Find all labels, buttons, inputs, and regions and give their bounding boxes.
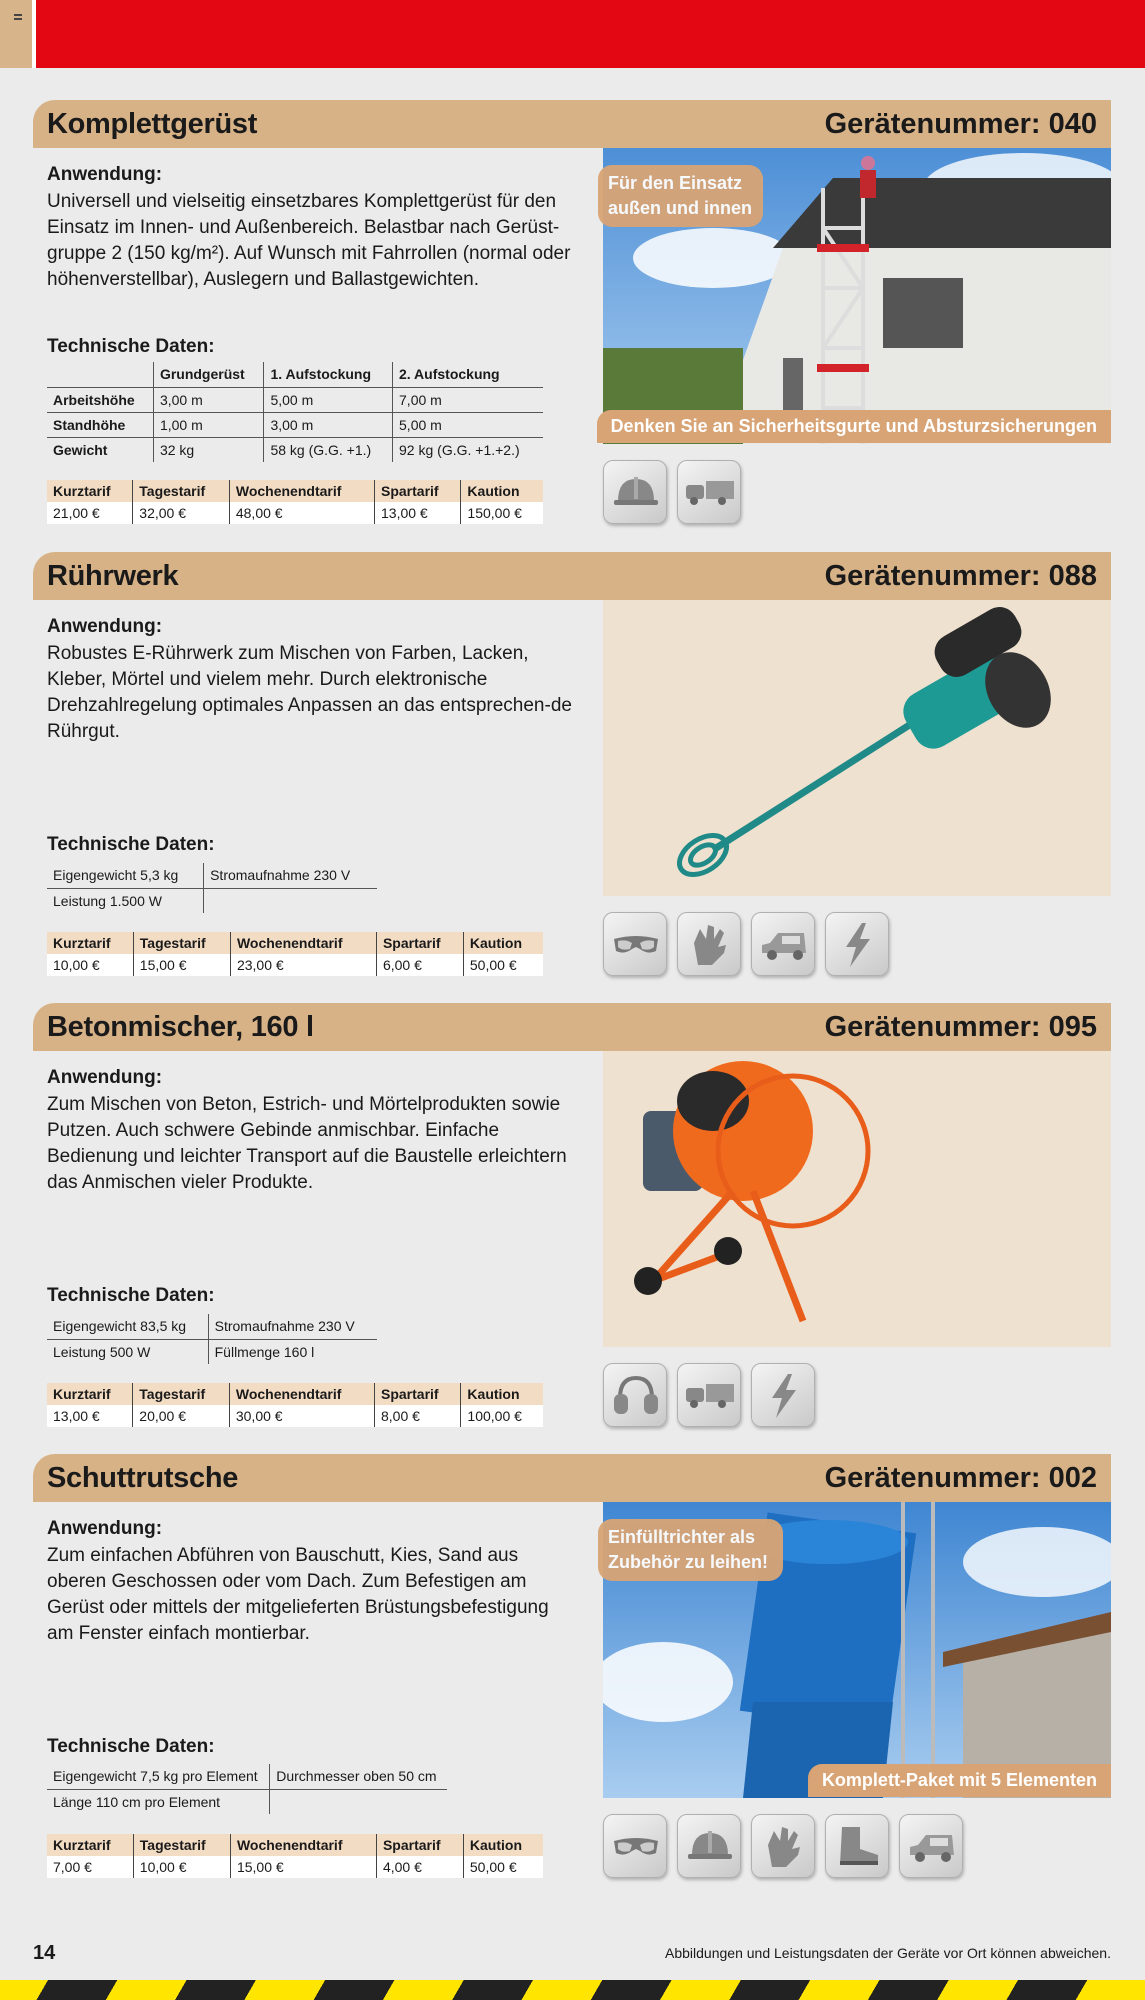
specs-table [47,1314,377,1364]
tariff-value: 100,00 € [461,1405,543,1427]
spec-cell: Leistung 1.500 W [53,892,162,909]
table-row [47,1339,377,1364]
tariff-header: Spartarif [376,932,463,954]
product-title: Komplettgerüst [47,108,258,140]
spec-cell: Leistung 500 W [53,1343,151,1360]
tariff-header: Tagestarif [133,1834,230,1856]
technische-daten-label: Technische Daten: [47,1736,215,1757]
spec-cell: Gewicht [53,441,108,458]
tariff-header: Spartarif [375,1383,461,1405]
anwendung-text: Zum einfachen Abführen von Bauschutt, Kies, Sand aus oberen Geschossen oder vom Dach. Zum Befestigen am Gerüst oder mittels der mitgelieferten Brüstungsbefestigung am Fenster einfach montierbar. [47,1545,549,1644]
tariff-value: 6,00 € [376,954,463,976]
tariff-value: 10,00 € [47,954,133,976]
tariff-value: 15,00 € [230,1856,376,1878]
tariff-table [47,1383,543,1427]
spec-cell: 92 kg (G.G. +1.+2.) [393,437,543,462]
lightning-icon [751,1363,815,1427]
tariff-header: Spartarif [376,1834,463,1856]
table-row [47,863,377,888]
tariff-header: Kaution [461,1383,543,1405]
specs-table [47,1764,447,1814]
table-row [47,387,543,412]
tariff-value: 13,00 € [375,502,461,524]
helmet-icon [603,460,667,524]
anwendung-text: Universell und vielseitig einsetzbares Komplettgerüst für den Einsatz im Innen- und Außenbereich. Belastbar nach Gerüst-gruppe 2 (150 kg/m²). Auf Wunsch mit Fahrrollen (normal oder höhenverstellbar), Auslegern und Ballastgewichten. [47,191,571,290]
spec-cell: Stromaufnahme 230 V [204,863,377,888]
anwendung-text: Robustes E-Rührwerk zum Mischen von Farben, Lacken, Kleber, Mörtel und vielem mehr. Durch elektronische Drehzahlregelung optimales Anpassen an das entsprechen-de Rührgut. [47,643,572,742]
glove-icon [751,1814,815,1878]
tariff-value: 13,00 € [47,1405,133,1427]
tariff-header: Wochenendtarif [229,1383,374,1405]
table-row [47,412,543,437]
product-title: Betonmischer, 160 l [47,1011,314,1043]
spec-cell: Länge 110 cm pro Element [53,1793,221,1810]
spec-cell: 5,00 m [264,387,393,412]
device-number: Gerätenummer: 040 [824,108,1097,140]
table-row [47,1314,377,1339]
tariff-header: Tagestarif [133,1383,230,1405]
anwendung-label: Anwendung: [47,1067,163,1088]
spec-cell: 1,00 m [153,412,264,437]
spec-cell: Standhöhe [53,416,126,433]
product-betonmischer [33,1003,1111,1446]
tariff-header: Kaution [463,1834,543,1856]
spec-cell: Eigengewicht 5,3 kg [53,867,179,884]
lightning-icon [825,912,889,976]
product-title: Schuttrutsche [47,1462,239,1494]
tariff-value: 48,00 € [229,502,374,524]
hazard-stripes [0,1980,1145,2000]
tariff-header: Spartarif [375,480,461,502]
tariff-header: Wochenendtarif [230,932,376,954]
spec-cell: 32 kg [153,437,264,462]
info-bubble: Für den Einsatz außen und innen [598,165,763,227]
product-header [33,1454,1111,1502]
spec-cell: Stromaufnahme 230 V [208,1314,377,1339]
device-number: Gerätenummer: 002 [824,1462,1097,1494]
technische-daten-label: Technische Daten: [47,834,215,855]
tariff-value: 8,00 € [375,1405,461,1427]
tariff-value: 23,00 € [230,954,376,976]
tariff-value: 150,00 € [461,502,543,524]
spec-cell: 58 kg (G.G. +1.) [264,437,393,462]
tariff-header: Kurztarif [47,480,133,502]
tariff-header: Tagestarif [133,932,230,954]
product-header [33,1003,1111,1051]
product-schuttrutsche [33,1454,1111,1897]
tariff-value: 21,00 € [47,502,133,524]
footnote: Abbildungen und Leistungsdaten der Geräte vor Ort können abweichen. [665,1945,1111,1961]
tariff-value: 50,00 € [463,954,543,976]
spec-cell: Eigengewicht 83,5 kg [53,1318,187,1335]
tariff-header: Kurztarif [47,1383,133,1405]
product-header [33,100,1111,148]
anwendung-label: Anwendung: [47,616,163,637]
tariff-value: 4,00 € [376,1856,463,1878]
anwendung-label: Anwendung: [47,164,163,185]
tariff-header: Kurztarif [47,932,133,954]
spec-cell: 5,00 m [393,412,543,437]
safety-boot-icon [825,1814,889,1878]
specs-header-cell [47,362,153,387]
device-number: Gerätenummer: 088 [824,560,1097,592]
tariff-header: Kaution [461,480,543,502]
tariff-header: Wochenendtarif [230,1834,376,1856]
glove-icon [677,912,741,976]
tariff-value: 15,00 € [133,954,230,976]
spec-cell: 3,00 m [264,412,393,437]
tariff-value: 20,00 € [133,1405,230,1427]
spec-cell: Durchmesser oben 50 cm [270,1764,447,1789]
specs-header-cell: 1. Aufstockung [264,362,393,387]
helmet-icon [677,1814,741,1878]
tariff-table [47,932,543,976]
menu-tab[interactable] [0,0,32,68]
spec-cell: Arbeitshöhe [53,391,135,408]
tariff-value: 32,00 € [133,502,230,524]
specs-header-cell: 2. Aufstockung [393,362,543,387]
tariff-header: Wochenendtarif [229,480,374,502]
spec-cell: Eigengewicht 7,5 kg pro Element [53,1768,258,1785]
spec-cell [270,1789,447,1814]
spec-cell: 3,00 m [153,387,264,412]
technische-daten-label: Technische Daten: [47,336,215,357]
tariff-table [47,1834,543,1878]
technische-daten-label: Technische Daten: [47,1285,215,1306]
product-header [33,552,1111,600]
tariff-header: Kurztarif [47,1834,133,1856]
tariff-value: 50,00 € [463,1856,543,1878]
product-photo-mixer-drill [603,600,1111,896]
device-number: Gerätenummer: 095 [824,1011,1097,1043]
spec-cell: Füllmenge 160 l [208,1339,377,1364]
tariff-header: Tagestarif [133,480,230,502]
table-row [47,1764,447,1789]
tariff-value: 30,00 € [229,1405,374,1427]
car-trailer-icon [677,1363,741,1427]
specs-table [47,362,543,462]
spec-cell: 7,00 m [393,387,543,412]
photo-caption: Denken Sie an Sicherheitsgurte und Absturzsicherungen [597,410,1111,443]
table-row [47,1789,447,1814]
product-ruehrwerk [33,552,1111,995]
specs-header-cell: Grundgerüst [153,362,264,387]
product-komplettgeruest [33,100,1111,543]
car-trailer-icon [677,460,741,524]
page-number: 14 [33,1942,56,1964]
anwendung-text: Zum Mischen von Beton, Estrich- und Mörtelprodukten sowie Putzen. Auch schwere Gebinde anmischbar. Einfache Bedienung und leichter Transport auf die Baustelle erleichtern das Anmischen vieler Produkte. [47,1094,567,1193]
photo-caption: Komplett-Paket mit 5 Elementen [808,1764,1111,1797]
ear-protection-icon [603,1363,667,1427]
anwendung-label: Anwendung: [47,1518,163,1539]
product-photo-cement-mixer [603,1051,1111,1347]
car-icon [751,912,815,976]
table-row [47,888,377,913]
tariff-table [47,480,543,524]
tariff-value: 7,00 € [47,1856,133,1878]
product-title: Rührwerk [47,560,179,592]
info-bubble: Einfülltrichter als Zubehör zu leihen! [598,1519,783,1581]
spec-cell [204,888,377,913]
tariff-header: Kaution [463,932,543,954]
top-bar [0,0,1145,68]
tariff-value: 10,00 € [133,1856,230,1878]
table-row [47,437,543,462]
safety-goggles-icon [603,912,667,976]
specs-table [47,863,377,913]
menu-icon [14,14,22,16]
safety-goggles-icon [603,1814,667,1878]
car-icon [899,1814,963,1878]
